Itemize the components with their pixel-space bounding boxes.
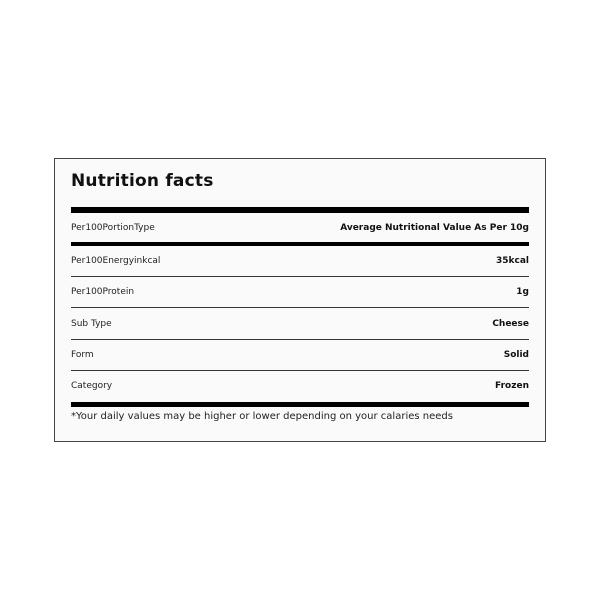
row-category: [71, 371, 529, 401]
row-energy-value: 35kcal: [495, 256, 529, 266]
row-protein-value: 1g: [516, 287, 529, 297]
row-category-label: Category: [71, 381, 113, 391]
row-energy: [71, 246, 529, 277]
nutrition-facts-panel: [54, 158, 546, 442]
row-form-label: Form: [71, 350, 94, 360]
header-row-value: Average Nutritional Value As Per 10g: [340, 223, 529, 233]
row-protein-label: Per100Protein: [71, 287, 135, 297]
row-protein: [71, 277, 529, 308]
header-row-label: Per100PortionType: [71, 223, 155, 233]
row-sub-type-label: Sub Type: [71, 319, 112, 329]
row-form: [71, 340, 529, 371]
header-row: [71, 213, 529, 243]
row-sub-type-value: Cheese: [492, 319, 529, 329]
bottom-thick-rule: [71, 402, 529, 407]
row-form-value: Solid: [503, 350, 529, 360]
row-sub-type: [71, 309, 529, 340]
row-energy-label: Per100Energyinkcal: [71, 256, 161, 266]
panel-title: Nutrition facts: [71, 171, 214, 191]
footnote: *Your daily values may be higher or lower depending on your calaries needs: [71, 411, 453, 422]
row-category-value: Frozen: [495, 381, 529, 391]
